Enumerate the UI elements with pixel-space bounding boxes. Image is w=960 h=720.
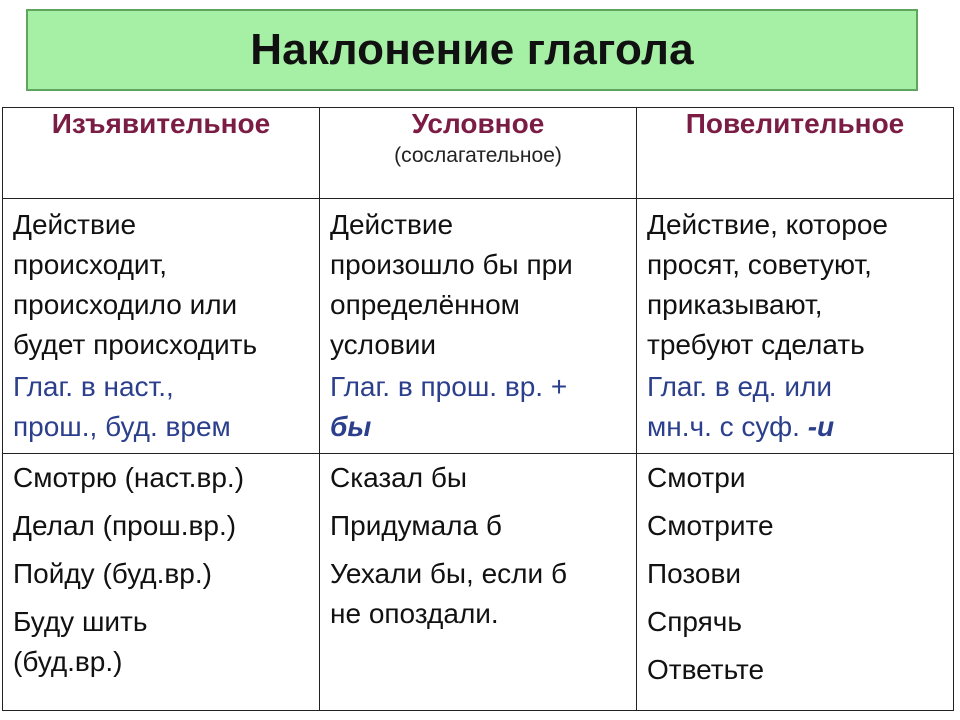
definition-line: приказывают, xyxy=(647,289,823,320)
examples-cell-indicative xyxy=(3,454,320,711)
grammar-text: мн.ч. с суф. xyxy=(647,411,808,442)
example-item: Смотрю (наст.вр.) xyxy=(13,462,245,493)
grammar-note xyxy=(13,367,311,447)
column-name: Повелительное xyxy=(685,108,905,139)
page-title: Наклонение глагола xyxy=(250,25,694,74)
suffix-marker: -и xyxy=(807,411,835,442)
definition-line: Действие xyxy=(13,209,137,240)
example-item: не опоздали. xyxy=(330,598,499,629)
definition-line: определённом xyxy=(330,289,520,320)
examples-row xyxy=(3,454,954,711)
definition-cell-indicative xyxy=(3,199,320,454)
definition-cell-imperative xyxy=(637,199,954,454)
definition-cell-conditional xyxy=(320,199,637,454)
particle-marker: бы xyxy=(330,411,372,442)
definition-line: будет происходить xyxy=(13,329,258,360)
example-item: Смотрите xyxy=(647,510,774,541)
example-item: Спрячь xyxy=(647,606,742,637)
example-item: Пойду (буд.вр.) xyxy=(13,558,212,589)
definition-line: Действие, которое xyxy=(647,209,888,240)
definition-line: требуют сделать xyxy=(647,329,865,360)
column-name: Условное xyxy=(411,108,545,139)
grammar-line: прош., буд. врем xyxy=(13,411,231,442)
definition-line: происходит, xyxy=(13,249,168,280)
definition-line: Действие xyxy=(330,209,454,240)
grammar-note xyxy=(647,367,945,447)
examples-cell-conditional xyxy=(320,454,637,711)
header-cell-conditional xyxy=(320,108,637,199)
definition-line: просят, советуют, xyxy=(647,249,872,280)
mood-table xyxy=(2,107,954,711)
grammar-line: Глаг. в прош. вр. + xyxy=(330,371,568,402)
example-item: (буд.вр.) xyxy=(13,646,123,677)
example-item: Придумала б xyxy=(330,510,502,541)
column-name: Изъявительное xyxy=(51,108,271,139)
grammar-note xyxy=(330,367,628,447)
example-item: Смотри xyxy=(647,462,746,493)
column-subtitle: (сослагательное) xyxy=(394,144,562,167)
definition-text xyxy=(330,205,628,365)
example-item: Буду шить xyxy=(13,606,148,637)
definition-line: происходило или xyxy=(13,289,238,320)
example-item: Позови xyxy=(647,558,741,589)
grammar-line: Глаг. в ед. или xyxy=(647,371,832,402)
grammar-line xyxy=(330,407,628,447)
header-row xyxy=(3,108,954,199)
example-item: Делал (прош.вр.) xyxy=(13,510,237,541)
examples-cell-imperative xyxy=(637,454,954,711)
example-item: Ответьте xyxy=(647,654,765,685)
example-item: Уехали бы, если б xyxy=(330,558,567,589)
example-item: Сказал бы xyxy=(330,462,468,493)
grammar-line: Глаг. в наст., xyxy=(13,371,174,402)
definition-text xyxy=(647,205,945,365)
header-cell-indicative xyxy=(3,108,320,199)
grammar-line xyxy=(647,407,945,447)
definition-text xyxy=(13,205,311,365)
definition-row xyxy=(3,199,954,454)
definition-line: произошло бы при xyxy=(330,249,573,280)
header-cell-imperative xyxy=(637,108,954,199)
definition-line: условии xyxy=(330,329,437,360)
title-banner xyxy=(26,9,918,91)
